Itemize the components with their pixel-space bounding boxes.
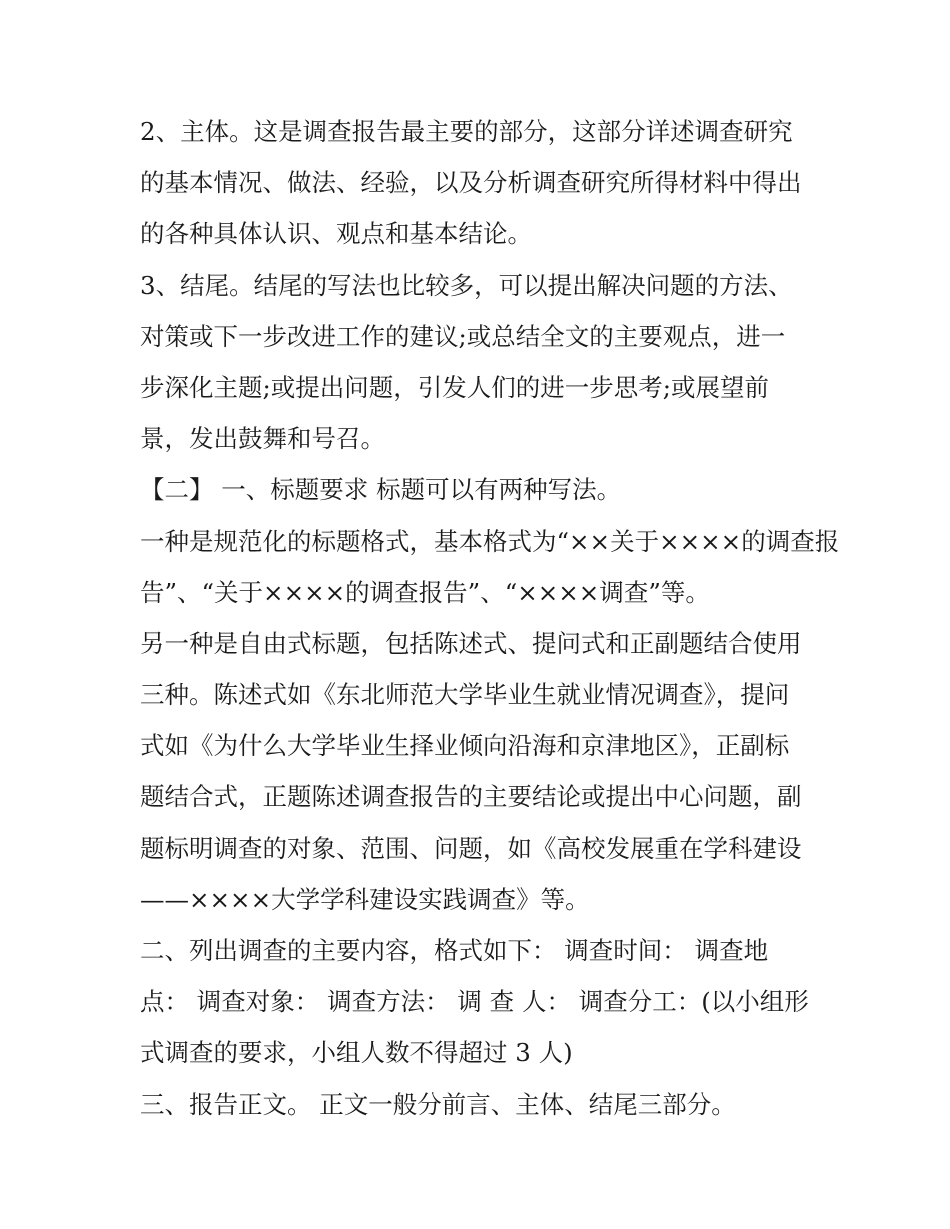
text-line: 题结合式，正题陈述调查报告的主要结论或提出中心问题，副	[140, 782, 802, 812]
text-line: 二、列出调查的主要内容，格式如下： 调查时间： 调查地	[140, 936, 769, 965]
text-line: 题标明调查的对象、范围、问题，如《高校发展重在学科建设	[140, 833, 802, 863]
text-line: 对策或下一步改进工作的建议;或总结全文的主要观点，进一	[140, 321, 786, 351]
text-line: 2、主体。这是调查报告最主要的部分，这部分详述调查研究	[140, 117, 793, 146]
text-line: 三、报告正文。 正文一般分前言、主体、结尾三部分。	[140, 1089, 736, 1119]
text-line: 式调查的要求，小组人数不得超过 3 人)	[140, 1038, 573, 1068]
document-body	[140, 106, 840, 1130]
text-line: 另一种是自由式标题，包括陈述式、提问式和正副题结合使用	[140, 628, 802, 658]
text-line: 式如《为什么大学毕业生择业倾向沿海和京津地区》，正副标	[140, 731, 790, 761]
text-line: 三种。陈述式如《东北师范大学毕业生就业情况调查》，提问	[140, 680, 790, 710]
section-heading-line: 【二】 一、标题要求 标题可以有两种写法。	[140, 475, 622, 505]
text-line: 一种是规范化的标题格式，基本格式为“××关于××××的调查报	[140, 526, 840, 556]
text-line: 点： 调查对象： 调查方法： 调 查 人： 调查分工：(以小组形	[140, 987, 809, 1017]
text-line: 告”、“关于××××的调查报告”、“××××调查”等。	[140, 577, 710, 607]
text-line: 的基本情况、做法、经验，以及分析调查研究所得材料中得出	[140, 168, 802, 198]
text-line: 步深化主题;或提出问题，引发人们的进一步思考;或展望前	[140, 372, 770, 402]
text-line: 景，发出鼓舞和号召。	[140, 424, 385, 454]
text-line: ——××××大学学科建设实践调查》等。	[140, 884, 590, 914]
text-line: 的各种具体认识、观点和基本结论。	[140, 219, 532, 249]
text-line: 3、结尾。结尾的写法也比较多，可以提出解决问题的方法、	[140, 270, 793, 300]
